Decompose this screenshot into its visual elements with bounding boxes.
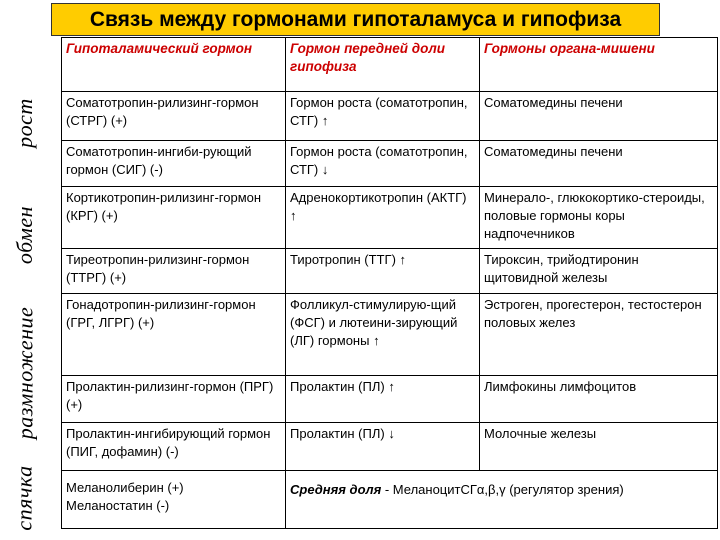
table-row bbox=[62, 249, 718, 294]
cell-pituitary bbox=[286, 92, 480, 141]
cell-pituitary bbox=[286, 376, 480, 423]
arrow-up-icon: ↑ bbox=[290, 208, 297, 223]
cell-hypothalamic: Соматотропин-ингиби-рующий гормон (СИГ) (-) bbox=[62, 141, 286, 187]
arrow-down-icon: ↓ bbox=[321, 162, 329, 177]
cell-pituitary bbox=[286, 294, 480, 376]
arrow-up-icon: ↑ bbox=[388, 379, 395, 394]
cell-target: Минерало-, глюкокортико-стероиды, половые гормоны коры надпочечников bbox=[480, 187, 718, 249]
cell-hypothalamic: Гонадотропин-рилизинг-гормон (ГРГ, ЛГРГ) (+) bbox=[62, 294, 286, 376]
cell-pituitary bbox=[286, 249, 480, 294]
table-row bbox=[62, 376, 718, 423]
pituitary-text: Гормон роста (соматотропин, СТГ) bbox=[290, 144, 468, 177]
cell-hypothalamic: Соматотропин-рилизинг-гормон (СТРГ) (+) bbox=[62, 92, 286, 141]
header-hypothalamic: Гипоталамический гормон bbox=[62, 38, 286, 92]
cell-hypothalamic: Тиреотропин-рилизинг-гормон (ТТРГ) (+) bbox=[62, 249, 286, 294]
side-label-hibernation bbox=[0, 455, 50, 540]
side-label-metabolism bbox=[0, 180, 50, 290]
middle-lobe-label: Средняя доля bbox=[290, 482, 382, 497]
cell-pituitary bbox=[286, 141, 480, 187]
pituitary-text: Адренокортикотропин (АКТГ) bbox=[290, 190, 467, 205]
side-label-reproduction bbox=[0, 290, 50, 455]
side-label-growth bbox=[0, 68, 50, 178]
table-row bbox=[62, 92, 718, 141]
arrow-down-icon: ↓ bbox=[388, 426, 395, 441]
cell-target: Соматомедины печени bbox=[480, 141, 718, 187]
cell-target: Молочные железы bbox=[480, 423, 718, 471]
pituitary-text: Тиротропин (ТТГ) bbox=[290, 252, 396, 267]
cell-hypothalamic: Пролактин-рилизинг-гормон (ПРГ) (+) bbox=[62, 376, 286, 423]
side-label-text: размножение bbox=[12, 306, 37, 439]
pituitary-text: Пролактин (ПЛ) bbox=[290, 379, 385, 394]
side-label-text: спячка bbox=[12, 464, 38, 531]
arrow-up-icon: ↑ bbox=[399, 252, 407, 267]
cell-target: Эстроген, прогестерон, тестостерон половых желез bbox=[480, 294, 718, 376]
pituitary-text: Пролактин (ПЛ) bbox=[290, 426, 385, 441]
header-target: Гормоны органа-мишени bbox=[480, 38, 718, 92]
table-row bbox=[62, 423, 718, 471]
table-row bbox=[62, 471, 718, 529]
arrow-up-icon: ↑ bbox=[373, 333, 380, 348]
table-header-row bbox=[62, 38, 718, 92]
cell-pituitary bbox=[286, 423, 480, 471]
pituitary-text: Фолликул-стимулирую-щий (ФСГ) и лютеини-зирующий (ЛГ) гормоны bbox=[290, 297, 458, 348]
cell-hypothalamic: Пролактин-ингибирующий гормон (ПИГ, дофамин) (-) bbox=[62, 423, 286, 471]
cell-target: Лимфокины лимфоцитов bbox=[480, 376, 718, 423]
cell-middle-lobe bbox=[286, 471, 718, 529]
side-label-text: рост bbox=[12, 98, 37, 148]
pituitary-text: Гормон роста (соматотропин, СТГ) bbox=[290, 95, 468, 128]
arrow-up-icon: ↑ bbox=[321, 113, 329, 128]
melanostatin-text: Меланостатин (-) bbox=[66, 498, 170, 513]
middle-lobe-text: - МеланоцитСГα,β,γ (регулятор зрения) bbox=[381, 482, 624, 497]
cell-target: Тироксин, трийодтиронин щитовидной железы bbox=[480, 249, 718, 294]
cell-target: Соматомедины печени bbox=[480, 92, 718, 141]
table-row bbox=[62, 187, 718, 249]
melanoliberin-text: Меланолиберин (+) bbox=[66, 480, 184, 495]
header-pituitary: Гормон передней доли гипофиза bbox=[286, 38, 480, 92]
side-label-text: обмен bbox=[12, 205, 37, 265]
cell-hypothalamic bbox=[62, 471, 286, 529]
slide-title: Связь между гормонами гипоталамуса и гипофиза bbox=[51, 3, 660, 36]
table-row bbox=[62, 141, 718, 187]
cell-pituitary bbox=[286, 187, 480, 249]
table-row bbox=[62, 294, 718, 376]
cell-hypothalamic: Кортикотропин-рилизинг-гормон (КРГ) (+) bbox=[62, 187, 286, 249]
hormone-table bbox=[61, 37, 718, 529]
